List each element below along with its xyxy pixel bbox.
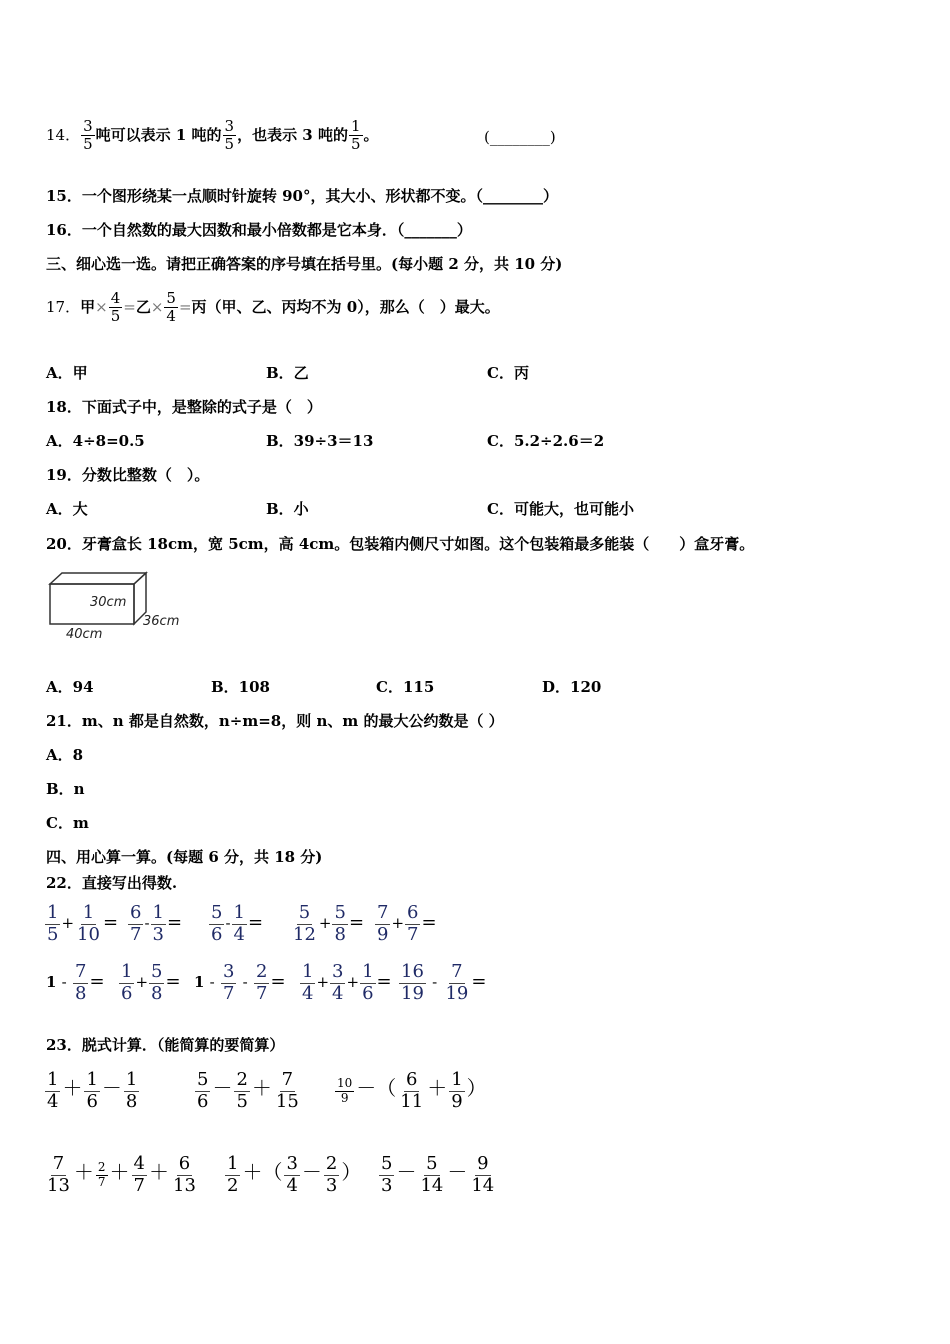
calc-expression: $\frac{6}{7}$ - $\frac{1}{3}$ = xyxy=(130,902,183,945)
option-b[interactable]: B．39÷3＝13 xyxy=(266,432,374,450)
option-c[interactable]: C．115 xyxy=(376,678,435,696)
fraction: $\frac{4}{5}$ xyxy=(110,289,121,326)
question-number: 14． xyxy=(46,125,81,144)
fraction: $\frac{5}{3}$ xyxy=(381,1153,393,1196)
option-b[interactable]: B．n xyxy=(46,780,85,798)
equals-symbol: = xyxy=(178,297,192,316)
option-a[interactable]: A．4÷8=0.5 xyxy=(46,432,145,450)
fraction: $\frac{6}{13}$ xyxy=(173,1153,196,1196)
option-a[interactable]: A．甲 xyxy=(46,364,88,382)
box-top-face xyxy=(50,573,146,584)
fraction: $\frac{5}{8}$ xyxy=(334,902,346,945)
option-c[interactable]: C．可能大，也可能小 xyxy=(487,500,634,518)
calc-expression: $\frac{10}{9}$ －（ $\frac{6}{11}$ ＋ $\frac{1}{9}$ ） xyxy=(337,1069,487,1112)
question-text: 丙（甲、乙、丙均不为 0），那么（ ）最大。 xyxy=(191,297,500,316)
option-d[interactable]: D．120 xyxy=(542,678,602,696)
option-c[interactable]: C．丙 xyxy=(487,364,529,382)
fraction: $\frac{1}{5}$ xyxy=(47,902,59,945)
equals-sign: = xyxy=(165,971,181,993)
calc-expression: $\frac{1}{6}$ + $\frac{5}{8}$ = xyxy=(121,961,181,1004)
question-text: 吨可以表示 1 吨的 xyxy=(95,125,222,144)
fraction: $\frac{7}{9}$ xyxy=(377,902,389,945)
option-c[interactable]: C．m xyxy=(46,814,89,832)
question-22-title: 22．直接写出得数. xyxy=(46,874,178,892)
question-19: 19．分数比整数（ ）。 xyxy=(46,466,210,484)
option-c[interactable]: C．5.2÷2.6＝2 xyxy=(487,432,605,450)
question-16: 16．一个自然数的最大因数和最小倍数都是它本身．（_______） xyxy=(46,221,472,239)
box-diagram xyxy=(44,568,194,644)
equals-sign: = xyxy=(348,912,365,934)
question-18: 18．下面式子中，是整除的式子是（ ） xyxy=(46,398,322,416)
calc-expression: 1 - $\frac{3}{7}$ - $\frac{2}{7}$ = xyxy=(194,961,286,1004)
question-text: 。 xyxy=(363,125,379,144)
fraction: $\frac{7}{15}$ xyxy=(275,1069,299,1112)
fraction: $\frac{5}{8}$ xyxy=(151,961,163,1004)
question-17 xyxy=(46,290,500,326)
equals-sign: = xyxy=(247,912,264,934)
fraction: $\frac{16}{19}$ xyxy=(401,961,424,1004)
fraction: $\frac{1}{10}$ xyxy=(77,902,100,945)
fraction: $\frac{1}{3}$ xyxy=(152,902,164,945)
calc-expression: $\frac{7}{13}$ ＋ $\frac{2}{7}$ ＋ $\frac{4}{7}$ ＋ $\frac{6}{13}$ xyxy=(47,1153,196,1196)
fraction: $\frac{5}{6}$ xyxy=(197,1069,209,1112)
question-number: 17． xyxy=(46,297,81,316)
calc-expression: $\frac{5}{12}$ + $\frac{5}{8}$ = xyxy=(293,902,365,945)
fraction: $\frac{3}{5}$ xyxy=(83,117,93,154)
fraction: $\frac{5}{14}$ xyxy=(420,1153,444,1196)
equals-sign: = xyxy=(102,912,119,934)
calc-expression: $\frac{5}{6}$ - $\frac{1}{4}$ = xyxy=(211,902,264,945)
fraction: $\frac{9}{14}$ xyxy=(471,1153,495,1196)
calc-expression: $\frac{5}{6}$ － $\frac{2}{5}$ ＋ $\frac{7}{15}$ xyxy=(197,1069,299,1112)
fraction: $\frac{6}{11}$ xyxy=(400,1069,424,1112)
fraction: $\frac{1}{2}$ xyxy=(227,1153,239,1196)
label-yi: 乙 xyxy=(135,297,151,316)
label-jia: 甲 xyxy=(80,297,96,316)
fraction: $\frac{1}{4}$ xyxy=(302,961,314,1004)
answer-blank[interactable]: (________) xyxy=(484,128,556,146)
fraction: $\frac{3}{7}$ xyxy=(222,961,235,1004)
fraction: $\frac{10}{9}$ xyxy=(337,1075,353,1105)
calc-expression: 1 - $\frac{7}{8}$ = xyxy=(46,961,105,1004)
question-21: 21．m、n 都是自然数，n÷m=8，则 n、m 的最大公约数是（ ） xyxy=(46,712,504,730)
calc-expression: $\frac{1}{5}$ + $\frac{1}{10}$ = xyxy=(47,902,119,945)
fraction: $\frac{5}{6}$ xyxy=(211,902,223,945)
question-15: 15．一个图形绕某一点顺时针旋转 90°，其大小、形状都不变。（________） xyxy=(46,187,558,205)
equals-sign: = xyxy=(471,971,487,993)
calc-expression: $\frac{1}{2}$ ＋（ $\frac{3}{4}$ － $\frac{2}{3}$ ） xyxy=(227,1153,362,1196)
question-text: ，也表示 3 吨的 xyxy=(237,125,348,144)
equals-sign: = xyxy=(421,912,437,934)
label-width: 36cm xyxy=(143,614,180,629)
calc-expression: $\frac{5}{3}$ － $\frac{5}{14}$ － $\frac{9}{14}$ xyxy=(381,1153,495,1196)
calc-expression: $\frac{16}{19}$ - $\frac{7}{19}$ = xyxy=(401,961,487,1004)
times-symbol: × xyxy=(150,297,164,316)
times-symbol: × xyxy=(95,297,108,316)
fraction: $\frac{7}{8}$ xyxy=(74,961,87,1004)
fraction: $\frac{1}{6}$ xyxy=(362,961,374,1004)
label-length: 40cm xyxy=(66,627,103,642)
fraction: $\frac{3}{5}$ xyxy=(224,117,235,154)
fraction: $\frac{1}{5}$ xyxy=(350,117,361,154)
question-14 xyxy=(46,118,379,154)
fraction: $\frac{6}{7}$ xyxy=(407,902,419,945)
question-20: 20．牙膏盒长 18cm，宽 5cm，高 4cm。包装箱内侧尺寸如图。这个包装箱最多能装（ ）盒牙膏。 xyxy=(46,535,755,553)
calc-expression: $\frac{1}{4}$ ＋ $\frac{1}{6}$ － $\frac{1}{8}$ xyxy=(47,1069,138,1112)
option-a[interactable]: A．大 xyxy=(46,500,88,518)
equals-sign: = xyxy=(270,971,286,993)
fraction: $\frac{1}{4}$ xyxy=(47,1069,59,1112)
fraction: $\frac{3}{4}$ xyxy=(286,1153,298,1196)
fraction: $\frac{6}{7}$ xyxy=(130,902,142,945)
fraction: $\frac{2}{7}$ xyxy=(255,961,268,1004)
option-a[interactable]: A．94 xyxy=(46,678,94,696)
section-3-title: 三、细心选一选。请把正确答案的序号填在括号里。(每小题 2 分，共 10 分) xyxy=(46,255,563,273)
option-b[interactable]: B．108 xyxy=(211,678,270,696)
question-23-title: 23．脱式计算．（能简算的要简算） xyxy=(46,1036,285,1054)
label-height: 30cm xyxy=(90,595,127,610)
fraction: $\frac{3}{4}$ xyxy=(332,961,344,1004)
calc-expression: $\frac{7}{9}$ + $\frac{6}{7}$ = xyxy=(377,902,437,945)
fraction: $\frac{7}{19}$ xyxy=(445,961,469,1004)
fraction: $\frac{4}{7}$ xyxy=(133,1153,145,1196)
fraction: $\frac{2}{3}$ xyxy=(325,1153,338,1196)
equals-sign: = xyxy=(376,971,392,993)
option-a[interactable]: A．8 xyxy=(46,746,84,764)
fraction: $\frac{1}{8}$ xyxy=(125,1069,138,1112)
fraction: $\frac{5}{12}$ xyxy=(293,902,316,945)
fraction: $\frac{1}{6}$ xyxy=(86,1069,98,1112)
fraction: $\frac{7}{13}$ xyxy=(47,1153,70,1196)
section-4-title: 四、用心算一算。(每题 6 分，共 18 分) xyxy=(46,848,323,866)
fraction: $\frac{2}{7}$ xyxy=(97,1159,106,1189)
equals-sign: = xyxy=(89,971,105,993)
option-b[interactable]: B．乙 xyxy=(266,364,309,382)
equals-sign: = xyxy=(166,912,183,934)
option-b[interactable]: B．小 xyxy=(266,500,309,518)
fraction: $\frac{1}{9}$ xyxy=(451,1069,463,1112)
fraction: $\frac{5}{4}$ xyxy=(166,289,176,326)
fraction: $\frac{1}{4}$ xyxy=(233,902,245,945)
fraction: $\frac{1}{6}$ xyxy=(121,961,133,1004)
fraction: $\frac{2}{5}$ xyxy=(236,1069,248,1112)
equals-symbol: = xyxy=(123,297,136,316)
calc-expression: $\frac{1}{4}$ + $\frac{3}{4}$ + $\frac{1}{6}$ = xyxy=(302,961,392,1004)
